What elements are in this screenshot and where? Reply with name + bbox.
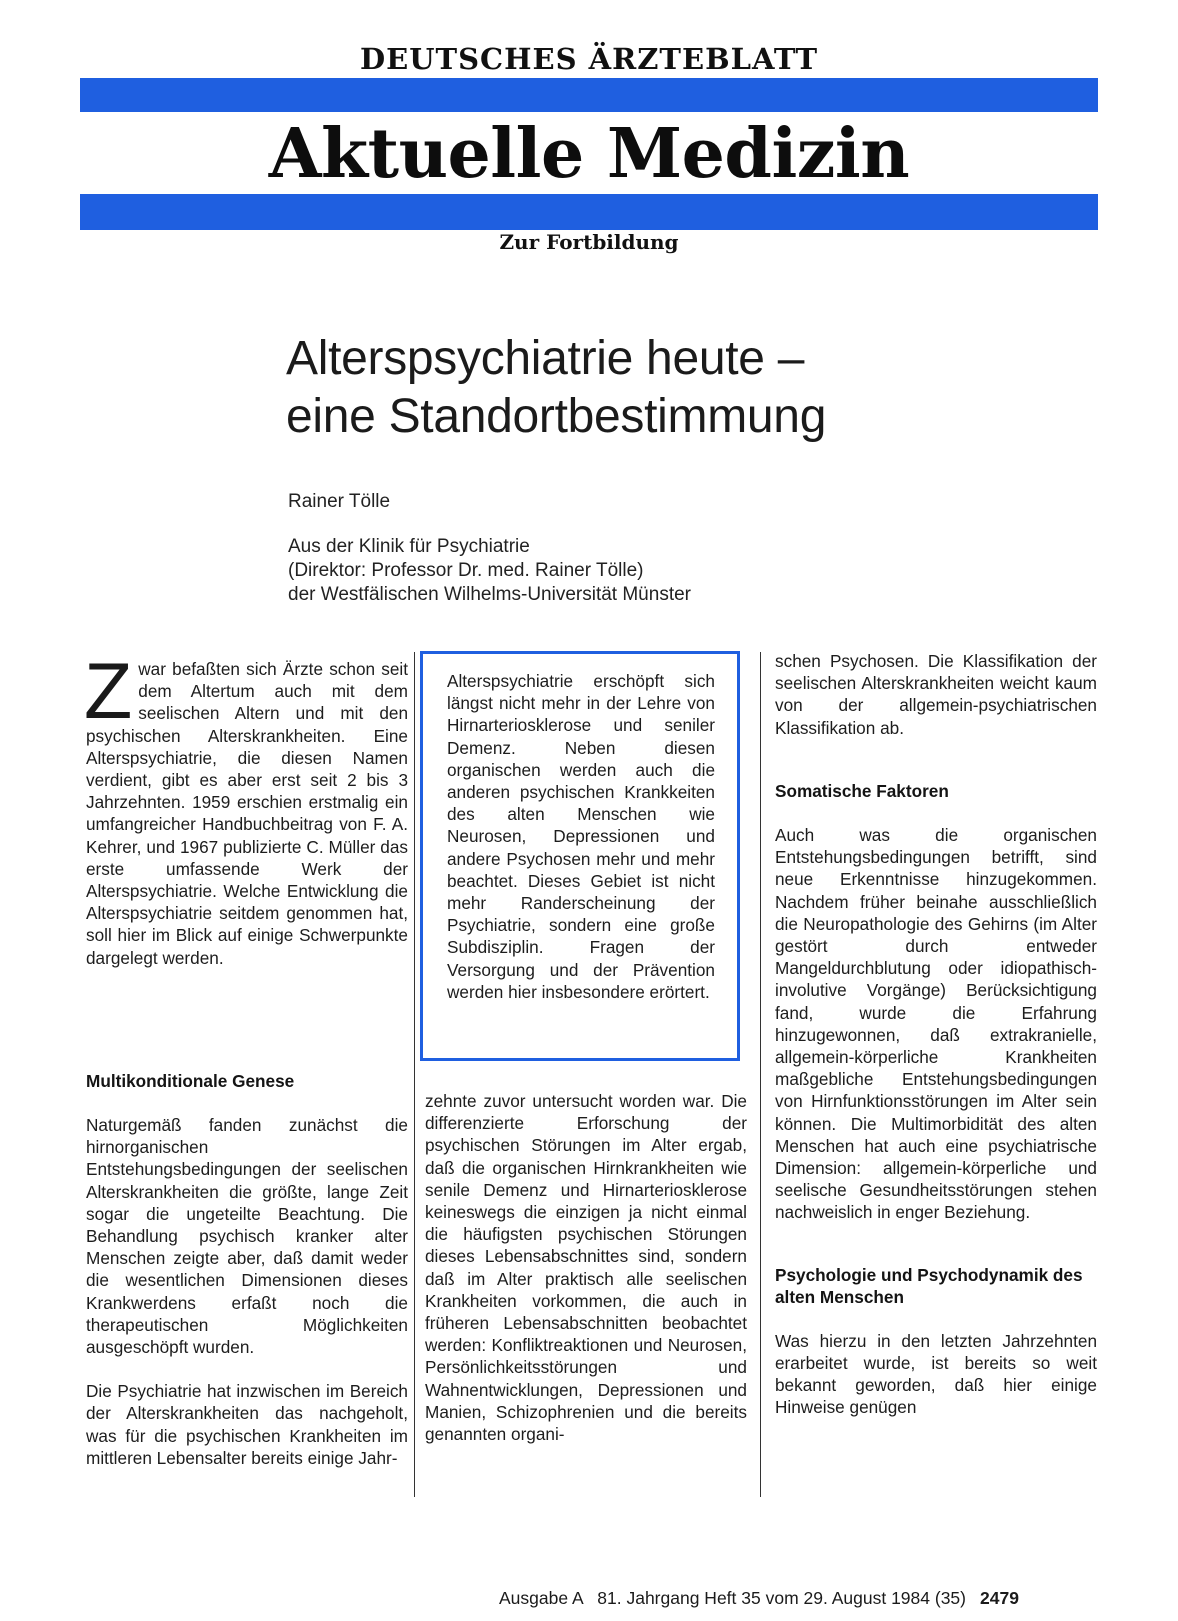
section-title: Aktuelle Medizin xyxy=(268,114,910,194)
paragraph: Naturgemäß fanden zunächst die hirnorganischen Entstehungsbedingungen der seelischen Alterskrankheiten die größte, lange Zeit sogar die ungeteilte Beachtung. Die Behandlung psychisch kranker alter Menschen zeigte aber, daß damit weder die wesentlichen Dimensionen dieses Krankwerdens erfaßt noch die therapeutischen Möglichkeiten ausgeschöpft wurden. xyxy=(86,1115,408,1358)
column-1-intro xyxy=(84,646,408,969)
column-3-top xyxy=(775,650,1097,739)
intro-text: war befaßten sich Ärzte schon seit dem Altertum auch mit dem seelischen Altern und mit den psychischen Alterskrankheiten. Eine Alterspsychiatrie, die diesen Namen verdient, gibt es aber erst seit 2 bis 3 Jahrzehnten. 1959 erschien erstmalig ein umfangreicher Handbuchbeitrag von F. A. Kehrer, und 1967 publizierte C. Müller das erste umfassende Werk der Alterspsychiatrie. Welche Entwicklung die Alterspsychiatrie seitdem genommen hat, soll hier im Blick auf einige Schwerpunkte dargelegt werden. xyxy=(86,659,408,968)
summary-box xyxy=(420,651,740,1061)
masthead-bottom-bar xyxy=(80,194,1098,230)
heading-somatische-faktoren: Somatische Faktoren xyxy=(775,781,949,801)
masthead-top-bar xyxy=(80,78,1098,112)
article-title-line2: eine Standortbestimmung xyxy=(286,390,827,443)
issue-info: Ausgabe A 81. Jahrgang Heft 35 vom 29. August 1984 (35) xyxy=(499,1588,966,1608)
affiliation-line1: Aus der Klinik für Psychiatrie xyxy=(288,536,530,557)
drop-cap: Z xyxy=(84,646,133,735)
paragraph: Die Psychiatrie hat inzwischen im Bereich der Alterskrankheiten das nachgeholt, was für die psychischen Krankheiten im mittleren Lebensalter bereits einige Jahr- xyxy=(86,1381,408,1468)
page-number: 2479 xyxy=(980,1588,1019,1608)
paragraph: schen Psychosen. Die Klassifikation der seelischen Alterskrankheiten weicht kaum von der allgemein-psychiatrischen Klassifikation ab. xyxy=(775,651,1097,738)
summary-text: Alterspsychiatrie erschöpft sich längst nicht mehr in der Lehre von Hirnarteriosklerose und seniler Demenz. Neben diesen organischen werden auch die anderen psychischen Krankkeiten des alten Menschen wie Neurosen, Depressionen und andere Psychosen mehr und mehr beachtet. Dieses Gebiet ist nicht mehr Randerscheinung der Psychiatrie, sondern eine große Subdisziplin. Fragen der Versorgung und der Prävention werden hier insbesondere erörtert. xyxy=(447,671,715,1002)
article-title-line1: Alterspsychiatrie heute – xyxy=(286,332,805,385)
publication-name: DEUTSCHES ÄRZTEBLATT xyxy=(359,42,819,76)
paragraph: Was hierzu in den letzten Jahrzehnten erarbeitet wurde, ist bereits so weit bekannt geworden, daß hier einige Hinweise genügen xyxy=(775,1330,1097,1418)
paragraph: zehnte zuvor untersucht worden war. Die differenzierte Erforschung der psychischen Störungen im Alter ergab, daß die organischen Hirnkrankheiten wie senile Demenz und Hirnarteriosklerose keineswegs die einzigen ja nicht einmal die häufigsten psychischen Störungen dieses Lebensabschnittes sind, sondern daß im Alter praktisch alle seelischen Krankheiten vorkommen, die auch in früheren Lebensabschnitten beobachtet werden: Konfliktreaktionen und Neurosen, Persönlichkeitsstörungen und Wahnentwicklungen, Depressionen und Manien, Schizophrenien und die bereits genannten organi- xyxy=(425,1091,747,1445)
column-2 xyxy=(425,1090,747,1445)
article-title xyxy=(286,330,1046,446)
column-rule-left xyxy=(414,652,415,1497)
column-3-body xyxy=(775,780,1097,1418)
intro-paragraph xyxy=(84,646,408,969)
subsection-label: Zur Fortbildung xyxy=(499,230,679,254)
paragraph: Auch was die organischen Entstehungsbedingungen betrifft, sind neue Erkenntnisse hinzugekommen. Nachdem früher beinahe ausschließlich die Neuropathologie des Gehirns (im Alter gestört durch entweder Mangeldurchblutung oder idiopathisch-involutive Vorgänge) Berücksichtigung fand, wurde die Erfahrung hinzugewonnen, daß extrakranielle, allgemein-körperliche Krankheiten maßgebliche Entstehungsbedingungen von Hirnfunktionsstörungen im Alter sein können. Die Multimorbidität des alten Menschen hat auch eine psychiatrische Dimension: allgemein-körperliche und seelische Gesundheitsstörungen stehen nachweislich in enger Beziehung. xyxy=(775,825,1097,1223)
column-rule-right xyxy=(760,652,761,1497)
heading-psychologie: Psychologie und Psychodynamik des alten Menschen xyxy=(775,1264,1083,1307)
author-name: Rainer Tölle xyxy=(288,491,391,512)
page-footer xyxy=(499,1588,1019,1609)
affiliation-line2: (Direktor: Professor Dr. med. Rainer Tölle) xyxy=(288,560,644,581)
heading-multikonditionale-genese: Multikonditionale Genese xyxy=(86,1071,295,1091)
column-1-lower xyxy=(86,1070,408,1469)
author-affiliation xyxy=(288,535,691,607)
affiliation-line3: der Westfälischen Wilhelms-Universität Münster xyxy=(288,584,691,605)
